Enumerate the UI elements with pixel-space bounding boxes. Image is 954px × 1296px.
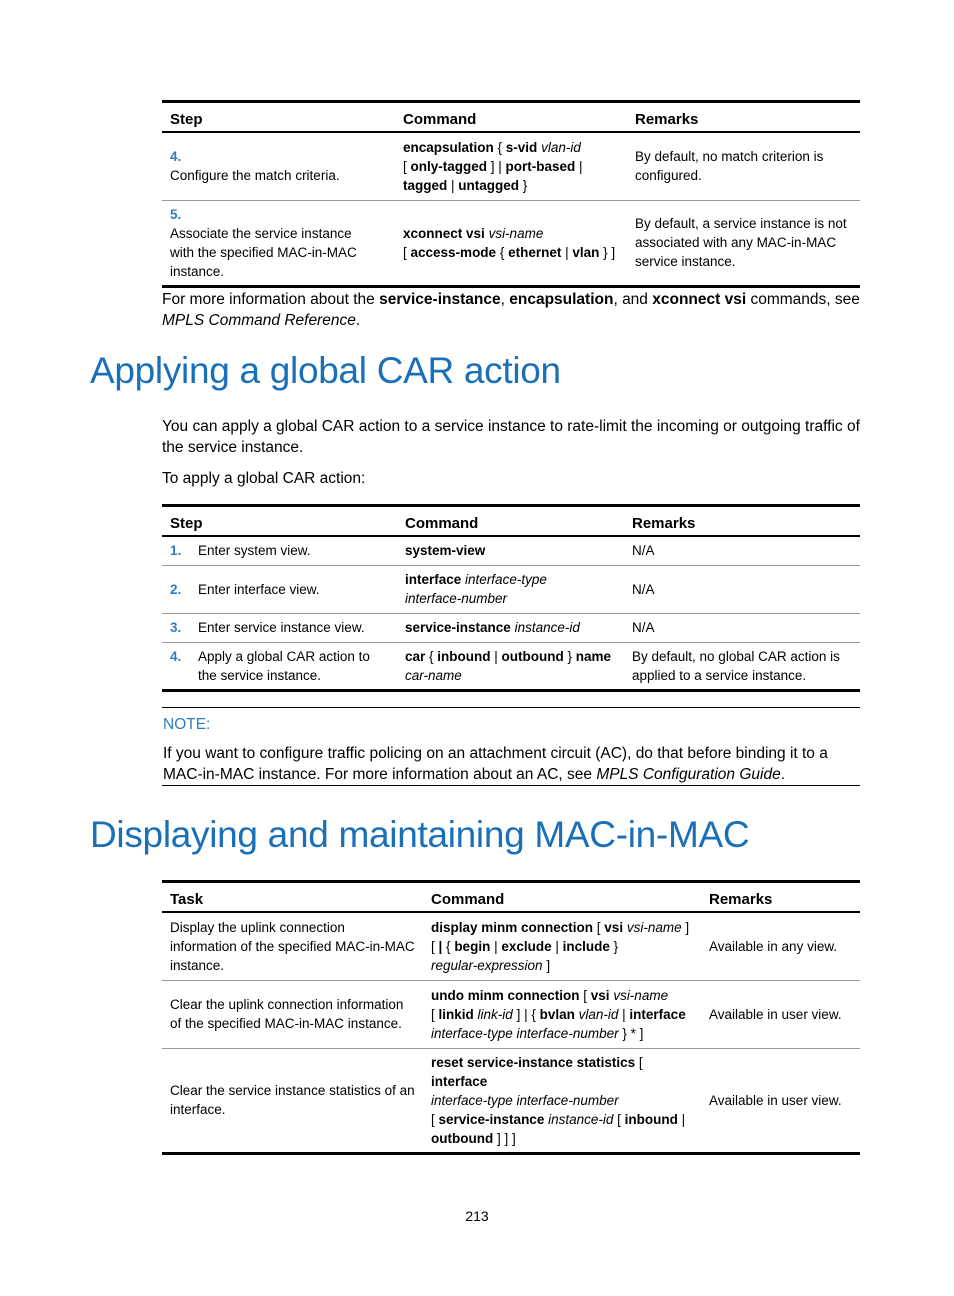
command-line: system-view xyxy=(405,543,486,559)
command-line: service-instance instance-id xyxy=(405,620,580,635)
command-cell xyxy=(397,536,624,565)
page-number: 213 xyxy=(465,1208,489,1224)
section-heading-global-car: Applying a global CAR action xyxy=(90,350,561,391)
column-header-step: Step xyxy=(162,102,395,133)
command-line: [ only-tagged ] | port-based | xyxy=(403,158,583,174)
command-cell xyxy=(423,912,701,980)
step-cell xyxy=(162,613,397,642)
command-cell xyxy=(423,980,701,1048)
command-cell xyxy=(423,1048,701,1153)
remarks-cell: N/A xyxy=(624,536,860,565)
command-line: car { inbound | outbound } name xyxy=(405,648,612,664)
remarks-cell: Available in user view. xyxy=(701,980,860,1048)
column-header-remarks: Remarks xyxy=(624,506,860,537)
command-line: interface-type interface-number xyxy=(431,1092,619,1108)
table-row xyxy=(162,613,860,642)
step-number: 4. xyxy=(170,149,182,165)
table-row xyxy=(162,980,860,1048)
task-cell: Display the uplink connection information of the specified MAC-in-MAC instance. xyxy=(162,912,423,980)
step-description: Apply a global CAR action to the service instance. xyxy=(198,648,370,683)
column-header-command: Command xyxy=(395,102,627,133)
command-line: car-name xyxy=(405,667,462,683)
step-number: 2. xyxy=(170,581,182,597)
step-description: Configure the match criteria. xyxy=(170,168,340,184)
column-header-remarks: Remarks xyxy=(701,882,860,913)
command-line: tagged | untagged } xyxy=(403,177,528,193)
step-cell xyxy=(162,565,397,613)
table-row xyxy=(162,132,860,200)
task-cell: Clear the uplink connection information of the specified MAC-in-MAC instance. xyxy=(162,980,423,1048)
step-description: Enter system view. xyxy=(198,543,311,559)
section-heading-display-maintain: Displaying and maintaining MAC-in-MAC xyxy=(90,814,750,855)
step-cell xyxy=(162,132,395,200)
step-cell xyxy=(162,536,397,565)
remarks-cell: By default, no global CAR action is applied to a service instance. xyxy=(624,642,860,690)
table-row xyxy=(162,1048,860,1153)
step-number: 5. xyxy=(170,206,182,222)
command-line: [ linkid link-id ] | { bvlan vlan-id | interface xyxy=(431,1006,686,1022)
command-cell xyxy=(397,565,624,613)
step-description: Enter interface view. xyxy=(198,581,320,597)
note-label: NOTE: xyxy=(163,716,211,733)
command-line: encapsulation { s-vid vlan-id xyxy=(403,139,581,155)
table-row xyxy=(162,536,860,565)
column-header-command: Command xyxy=(397,506,624,537)
column-header-step: Step xyxy=(162,506,397,537)
remarks-cell: Available in user view. xyxy=(701,1048,860,1153)
table-row xyxy=(162,642,860,690)
remarks-cell: By default, a service instance is not associated with any MAC-in-MAC service instance. xyxy=(627,200,860,286)
procedure-intro: To apply a global CAR action: xyxy=(162,470,366,487)
command-line: [ service-instance instance-id [ inbound | xyxy=(431,1111,686,1127)
command-line: [ | { begin | exclude | include } xyxy=(431,938,619,954)
reference-paragraph: For more information about the service-instance, encapsulation, and xconnect vsi commands, see MPLS Command Reference. xyxy=(162,291,860,329)
command-line: reset service-instance statistics [ interface xyxy=(431,1054,643,1089)
table-task-command xyxy=(162,880,860,1155)
table-row xyxy=(162,912,860,980)
remarks-cell: N/A xyxy=(624,565,860,613)
step-cell xyxy=(162,642,397,690)
step-description: Associate the service instance with the specified MAC-in-MAC instance. xyxy=(170,225,357,279)
command-line: outbound ] ] ] xyxy=(431,1130,516,1146)
column-header-task: Task xyxy=(162,882,423,913)
command-line: regular-expression ] xyxy=(431,957,551,973)
command-line: [ access-mode { ethernet | vlan } ] xyxy=(403,244,616,260)
intro-paragraph: You can apply a global CAR action to a service instance to rate-limit the incoming or outgoing traffic of the service instance. xyxy=(162,418,860,456)
command-cell xyxy=(395,132,627,200)
task-cell: Clear the service instance statistics of an interface. xyxy=(162,1048,423,1153)
step-description: Enter service instance view. xyxy=(198,620,365,635)
table-step-command-2 xyxy=(162,504,860,692)
note-text: If you want to configure traffic policing on an attachment circuit (AC), do that before binding it to a MAC-in-MAC instance. For more information about an AC, see MPLS Configuration Guide. xyxy=(163,745,828,783)
command-cell xyxy=(397,613,624,642)
step-cell xyxy=(162,200,395,286)
step-number: 3. xyxy=(170,620,182,635)
table-step-command-1 xyxy=(162,100,860,288)
command-line: undo minm connection [ vsi vsi-name xyxy=(431,987,669,1003)
step-number: 1. xyxy=(170,543,182,559)
command-cell xyxy=(397,642,624,690)
remarks-cell: By default, no match criterion is configured. xyxy=(627,132,860,200)
note-box xyxy=(162,707,860,786)
column-header-command: Command xyxy=(423,882,701,913)
command-cell xyxy=(395,200,627,286)
remarks-cell: Available in any view. xyxy=(701,912,860,980)
command-line: interface-type interface-number } * ] xyxy=(431,1025,644,1041)
table-row xyxy=(162,565,860,613)
command-line: xconnect vsi vsi-name xyxy=(403,225,544,241)
step-number: 4. xyxy=(170,648,182,664)
command-line: display minm connection [ vsi vsi-name ] xyxy=(431,919,690,935)
remarks-cell: N/A xyxy=(624,613,860,642)
table-row xyxy=(162,200,860,286)
command-line: interface-number xyxy=(405,591,508,606)
command-line: interface interface-type xyxy=(405,572,547,587)
column-header-remarks: Remarks xyxy=(627,102,860,133)
